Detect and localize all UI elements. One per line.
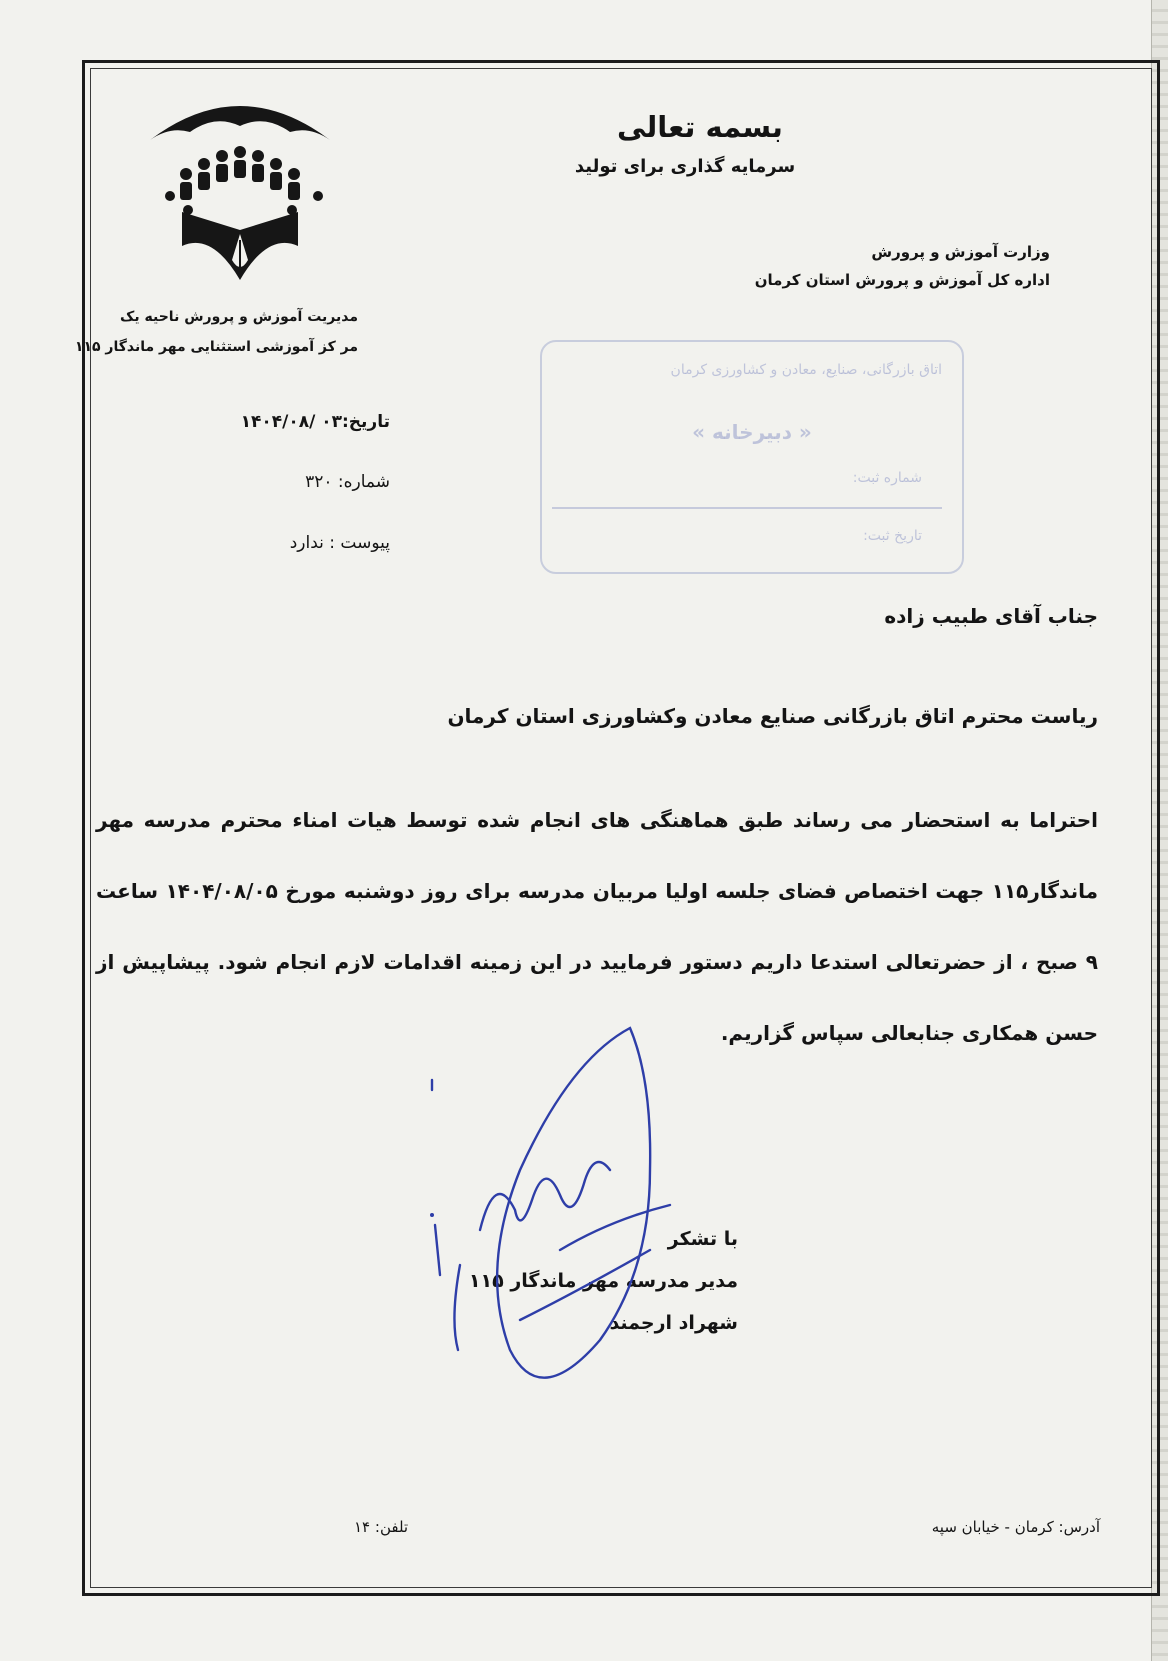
- signer-position: مدیر مدرسه مهر ماندگار ۱۱۵: [468, 1270, 738, 1292]
- year-slogan: سرمایه گذاری برای تولید: [574, 156, 796, 177]
- footer-phone: تلفن: ۱۴: [354, 1518, 409, 1536]
- education-ministry-logo: [140, 84, 340, 294]
- basmala-heading: بسمه تعالی: [617, 110, 783, 144]
- stamp-number-label: شماره ثبت:: [852, 470, 922, 486]
- ministry-line-1: وزارت آموزش و پرورش: [871, 243, 1050, 261]
- signer-name: شهراد ارجمند: [609, 1312, 738, 1334]
- letter-number: شماره: ۳۲۰: [305, 472, 390, 492]
- organization-block: [75, 302, 358, 362]
- stamp-title: « دبیرخانه »: [692, 420, 812, 444]
- footer-address: آدرس: کرمان - خیابان سپه: [931, 1518, 1100, 1536]
- letter-addressee: جناب آقای طبیب زاده: [884, 604, 1098, 628]
- closing-thanks: با تشکر: [667, 1228, 738, 1250]
- letter-body: احتراما به استحضار می رساند طبق هماهنگی های انجام شده توسط هیات امناء محترم مدرسه مهر ماندگار۱۱۵ جهت اختصاص فضای جلسه اولیا مربیان مدرسه برای روز دوشنبه مورخ ۱۴۰۴/۰۸/۰۵ ساعت ۹ صبح ، از حضرتعالی استدعا داریم دستور فرمایید در این زمینه اقدامات لازم انجام شود. پیشاپیش از حسن همکاری جنابعالی سپاس گزاریم.: [96, 808, 1098, 1045]
- letter-date: تاریخ:۰۳ /۱۴۰۴/۰۸: [240, 412, 390, 432]
- stamp-org-line: اتاق بازرگانی، صنایع، معادن و کشاورزی کرمان: [670, 362, 942, 378]
- ministry-line-2: اداره کل آموزش و پرورش استان کرمان: [754, 271, 1050, 289]
- ministry-block: [755, 238, 1050, 294]
- letter-attachment: پیوست : ندارد: [289, 533, 390, 553]
- stamp-divider: [552, 507, 942, 509]
- registration-stamp: [540, 340, 964, 574]
- org-line-2: مر کز آموزشی استثنایی مهر ماندگار ۱۱۵: [74, 339, 358, 355]
- letter-recipient-title: ریاست محترم اتاق بازرگانی صنایع معادن وکشاورزی استان کرمان: [447, 704, 1098, 728]
- org-line-1: مدیریت آموزش و پرورش ناحیه یک: [120, 309, 358, 325]
- handwritten-signature: [420, 1020, 740, 1420]
- stamp-date-label: تاریخ ثبت:: [863, 528, 922, 544]
